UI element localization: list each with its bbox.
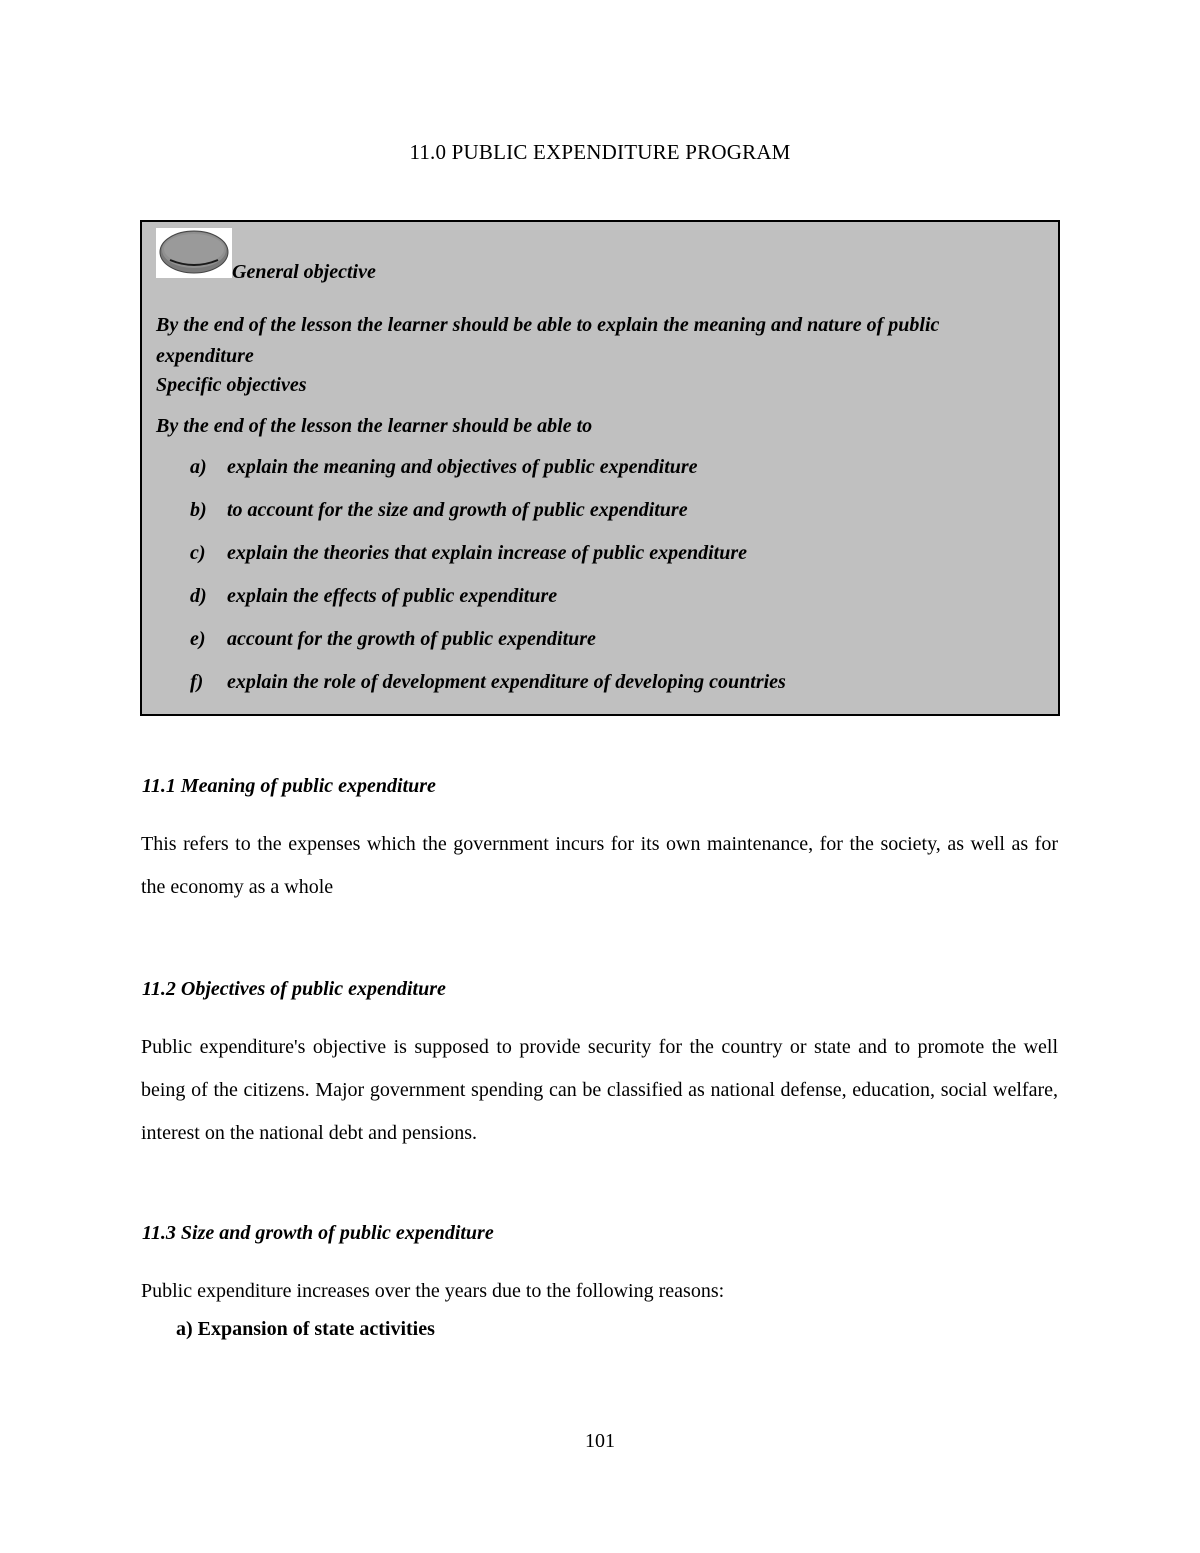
list-item-text: to account for the size and growth of public expenditure — [227, 499, 688, 521]
target-icon — [156, 228, 232, 278]
list-item — [190, 542, 786, 585]
list-item — [190, 671, 786, 714]
page-title: 11.0 PUBLIC EXPENDITURE PROGRAM — [409, 140, 791, 164]
list-marker: d) — [190, 585, 207, 607]
list-item-text: explain the effects of public expenditure — [227, 585, 558, 607]
list-marker: e) — [190, 628, 206, 650]
list-marker: c) — [190, 542, 206, 564]
list-item-text: explain the role of development expenditure of developing countries — [227, 671, 786, 693]
list-item-text: explain the meaning and objectives of public expenditure — [227, 456, 698, 478]
subheading-expansion: a) Expansion of state activities — [176, 1318, 435, 1340]
section-heading-meaning: 11.1 Meaning of public expenditure — [142, 775, 436, 797]
list-item-text: account for the growth of public expenditure — [227, 628, 596, 650]
list-item — [190, 456, 786, 499]
list-marker: a) — [190, 456, 207, 478]
objectives-list — [190, 456, 786, 714]
list-item — [190, 628, 786, 671]
specific-objectives-intro: By the end of the lesson the learner should be able to — [156, 415, 593, 437]
specific-objectives-label: Specific objectives — [156, 374, 307, 396]
section-body-objectives: Public expenditure's objective is supposed to provide security for the country or state and to promote the well being of the citizens. Major government spending can be classified as national defense, education, social welfare, interest on the national debt and pensions. — [141, 1036, 1058, 1144]
general-objective-text: By the end of the lesson the learner should be able to explain the meaning and nature of public expenditure — [156, 314, 940, 367]
section-heading-size-growth: 11.3 Size and growth of public expenditure — [142, 1222, 494, 1244]
list-item-text: explain the theories that explain increase of public expenditure — [227, 542, 747, 564]
objectives-box — [140, 220, 1060, 716]
section-body-meaning: This refers to the expenses which the government incurs for its own maintenance, for the society, as well as for the economy as a whole — [141, 833, 1058, 898]
section-body-size-growth: Public expenditure increases over the years due to the following reasons: — [141, 1280, 725, 1302]
general-objective-label: General objective — [232, 261, 376, 283]
list-marker: b) — [190, 499, 207, 521]
list-marker: f) — [190, 671, 204, 693]
list-item — [190, 585, 786, 628]
section-heading-objectives: 11.2 Objectives of public expenditure — [142, 978, 446, 1000]
page-number: 101 — [585, 1430, 615, 1452]
list-item — [190, 499, 786, 542]
